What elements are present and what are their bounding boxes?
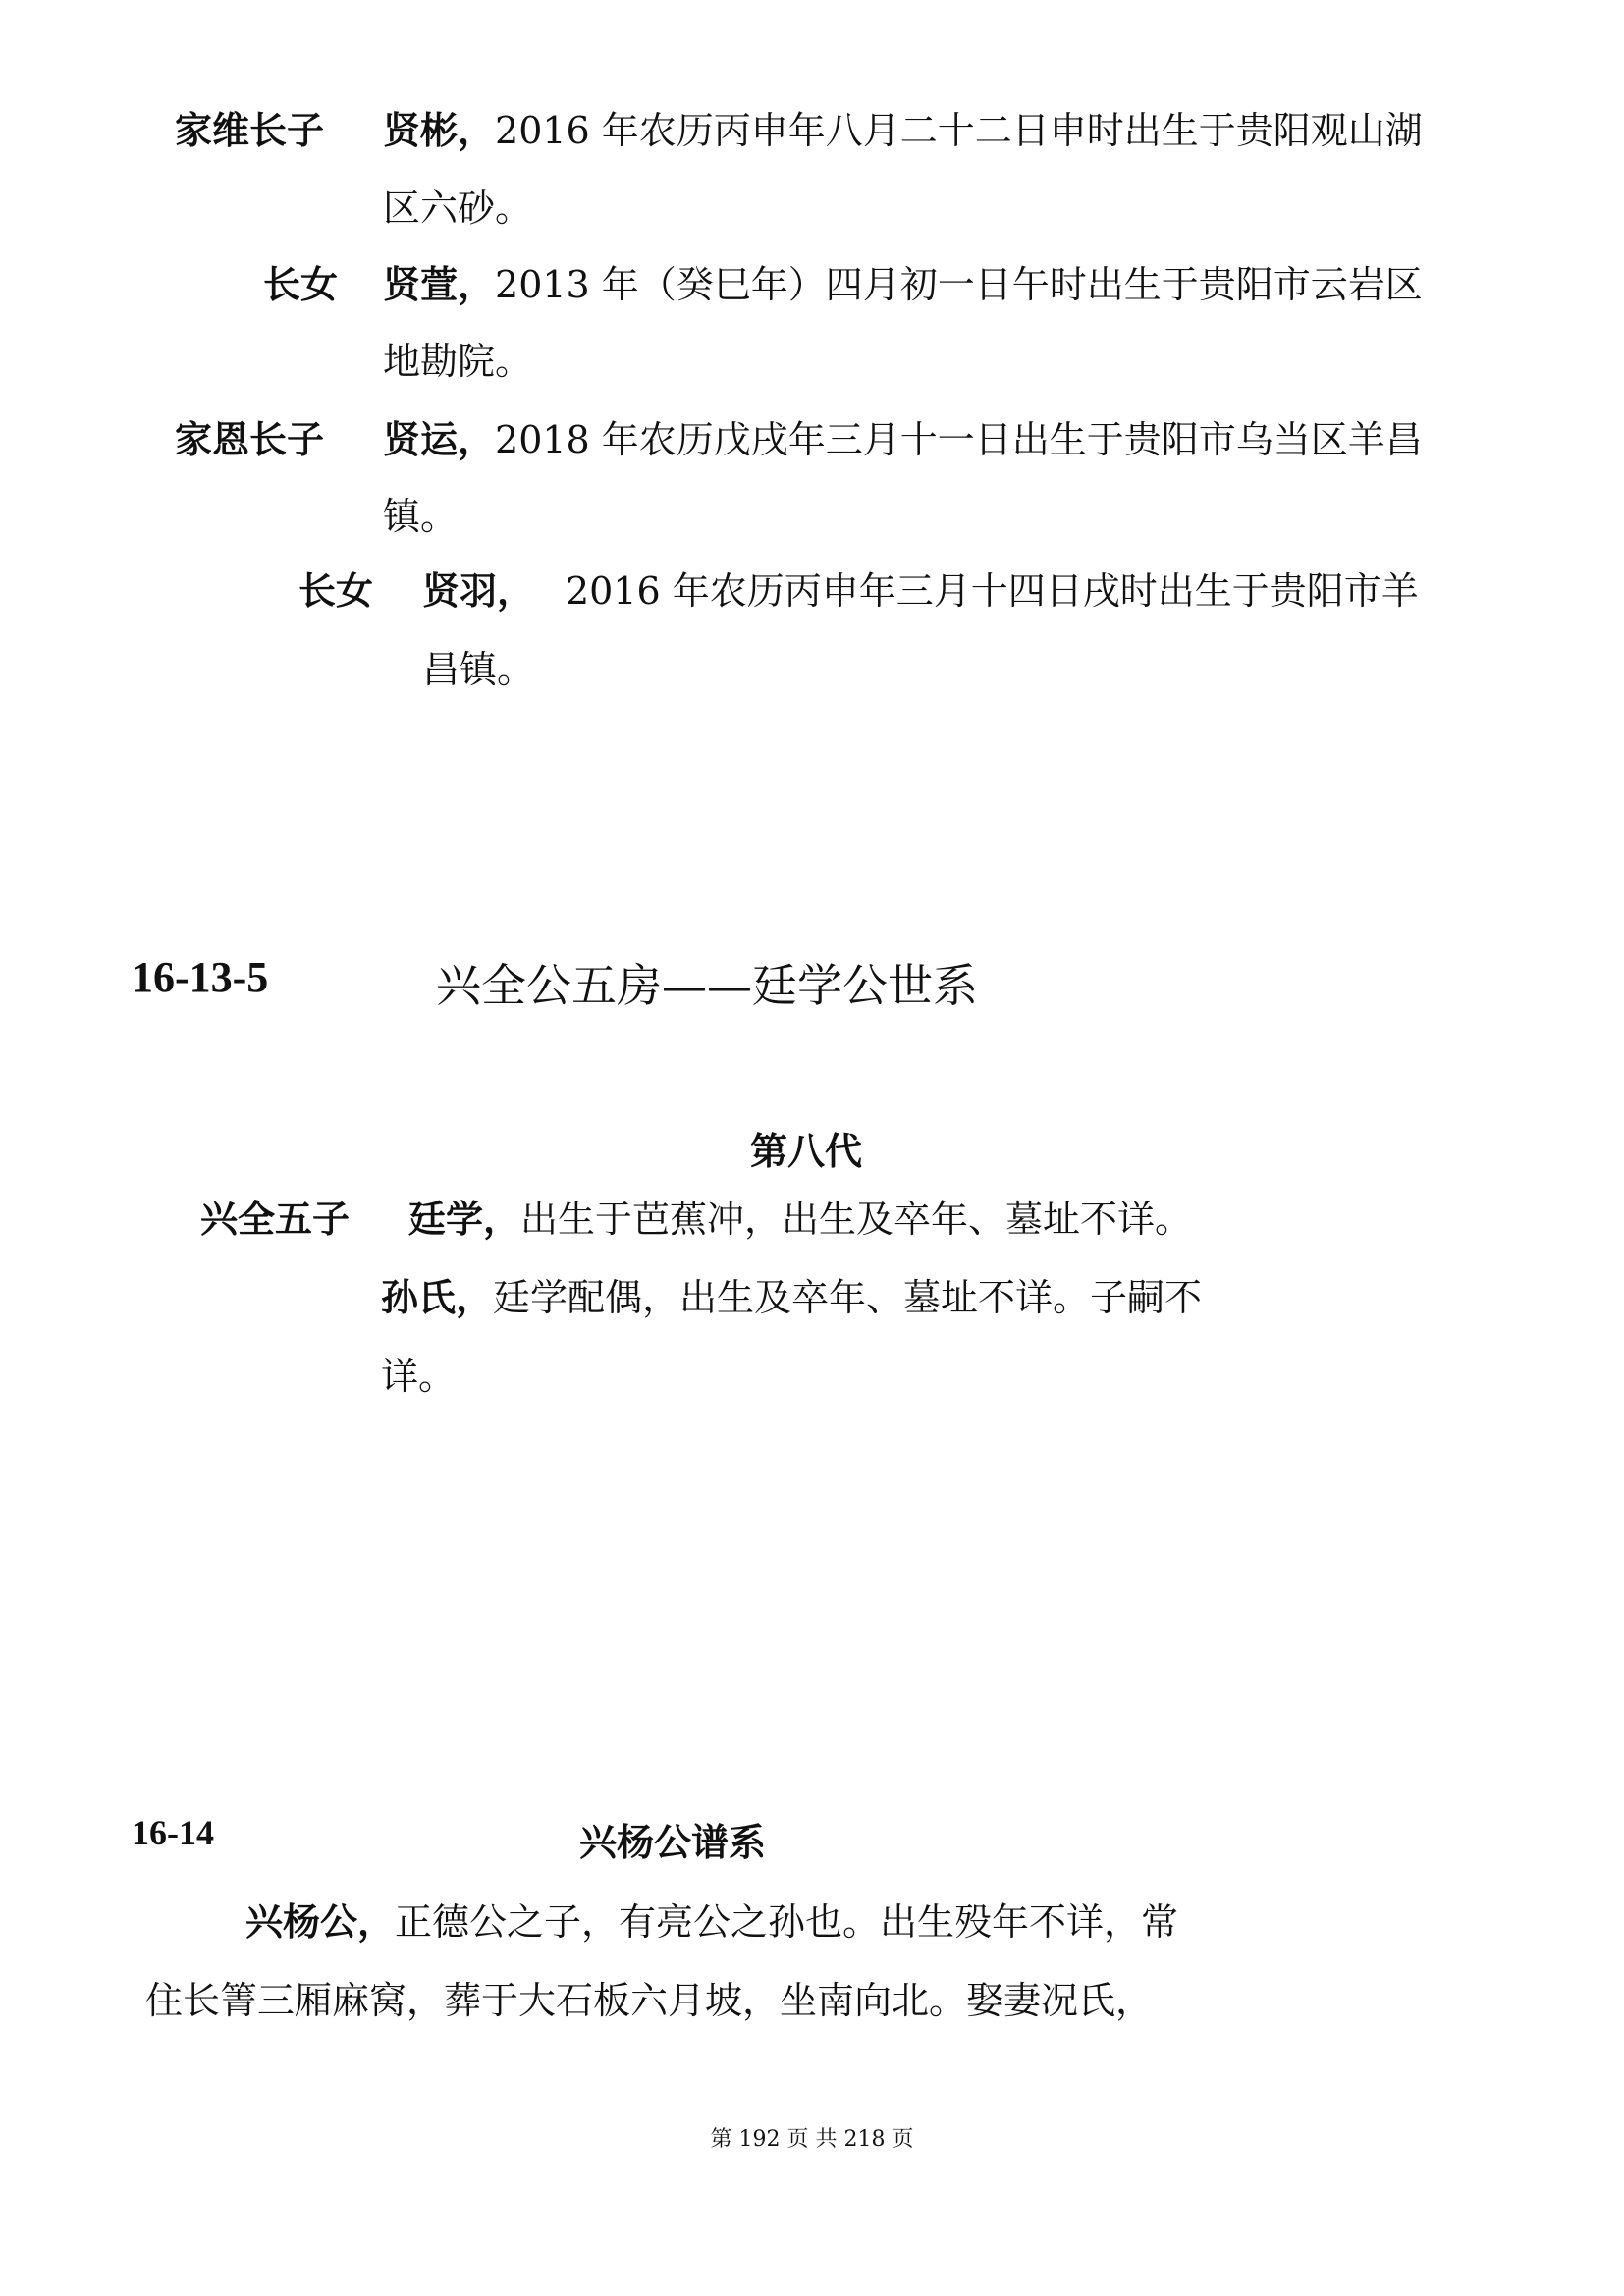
spouse-line (381, 1272, 1202, 1323)
entry-name-4: 贤羽， (422, 568, 535, 613)
gen-entry-label: 兴全五子 (200, 1197, 351, 1241)
entry-name-2: 贤萱， (383, 262, 496, 306)
paragraph-name: 兴杨公， (245, 1899, 396, 1944)
entry-label-1: 家维长子 (175, 108, 325, 152)
entry-cont-1: 区六砂。 (383, 187, 533, 230)
entry-line-3 (383, 414, 1423, 465)
entry-text-1: 2016 年农历丙申年八月二十二日申时出生于贵阳观山湖 (495, 109, 1423, 152)
entry-text-2: 2013 年（癸巳年）四月初一日午时出生于贵阳市云岩区 (495, 263, 1423, 306)
entry-cont-4: 昌镇。 (422, 648, 535, 691)
paragraph-line-2: 住长箐三厢麻窝，葬于大石板六月坡，坐南向北。娶妻况氏， (145, 1979, 1154, 2022)
entry-text-4: 2016 年农历丙申年三月十四日戌时出生于贵阳市羊 (566, 569, 1419, 613)
entry-line-1 (383, 105, 1423, 156)
entry-text-3: 2018 年农历戊戌年三月十一日出生于贵阳市乌当区羊昌 (495, 418, 1423, 461)
entry-line-2 (383, 259, 1423, 310)
gen-entry-name: 廷学， (408, 1197, 521, 1241)
entry-name-3: 贤运， (383, 417, 496, 461)
section-title-1: 兴全公五房——廷学公世系 (436, 959, 978, 1012)
entry-cont-2: 地勘院。 (383, 340, 533, 383)
entry-label-4: 长女 (298, 568, 374, 613)
spouse-text: 廷学配偶，出生及卒年、墓址不详。子嗣不 (493, 1276, 1203, 1319)
entry-label-3: 家恩长子 (175, 417, 325, 461)
section-number-2: 16-14 (132, 1813, 214, 1852)
section-number-1: 16-13-5 (132, 953, 269, 1001)
entry-name-1: 贤彬， (383, 108, 496, 152)
generation-title: 第八代 (750, 1129, 863, 1173)
gen-entry-line (408, 1194, 1192, 1245)
spouse-cont: 详。 (381, 1355, 457, 1398)
section-title-2: 兴杨公谱系 (579, 1820, 767, 1864)
gen-entry-text: 出生于芭蕉冲，出生及卒年、墓址不详。 (520, 1198, 1193, 1241)
entry-label-2: 长女 (263, 262, 339, 306)
entry-cont-3: 镇。 (383, 495, 459, 538)
paragraph-text: 正德公之子，有亮公之孙也。出生殁年不详，常 (395, 1900, 1179, 1944)
paragraph-line-1 (245, 1896, 1178, 1948)
spouse-name: 孙氏， (381, 1275, 494, 1319)
page-footer: 第 192 页 共 218 页 (710, 2127, 914, 2152)
